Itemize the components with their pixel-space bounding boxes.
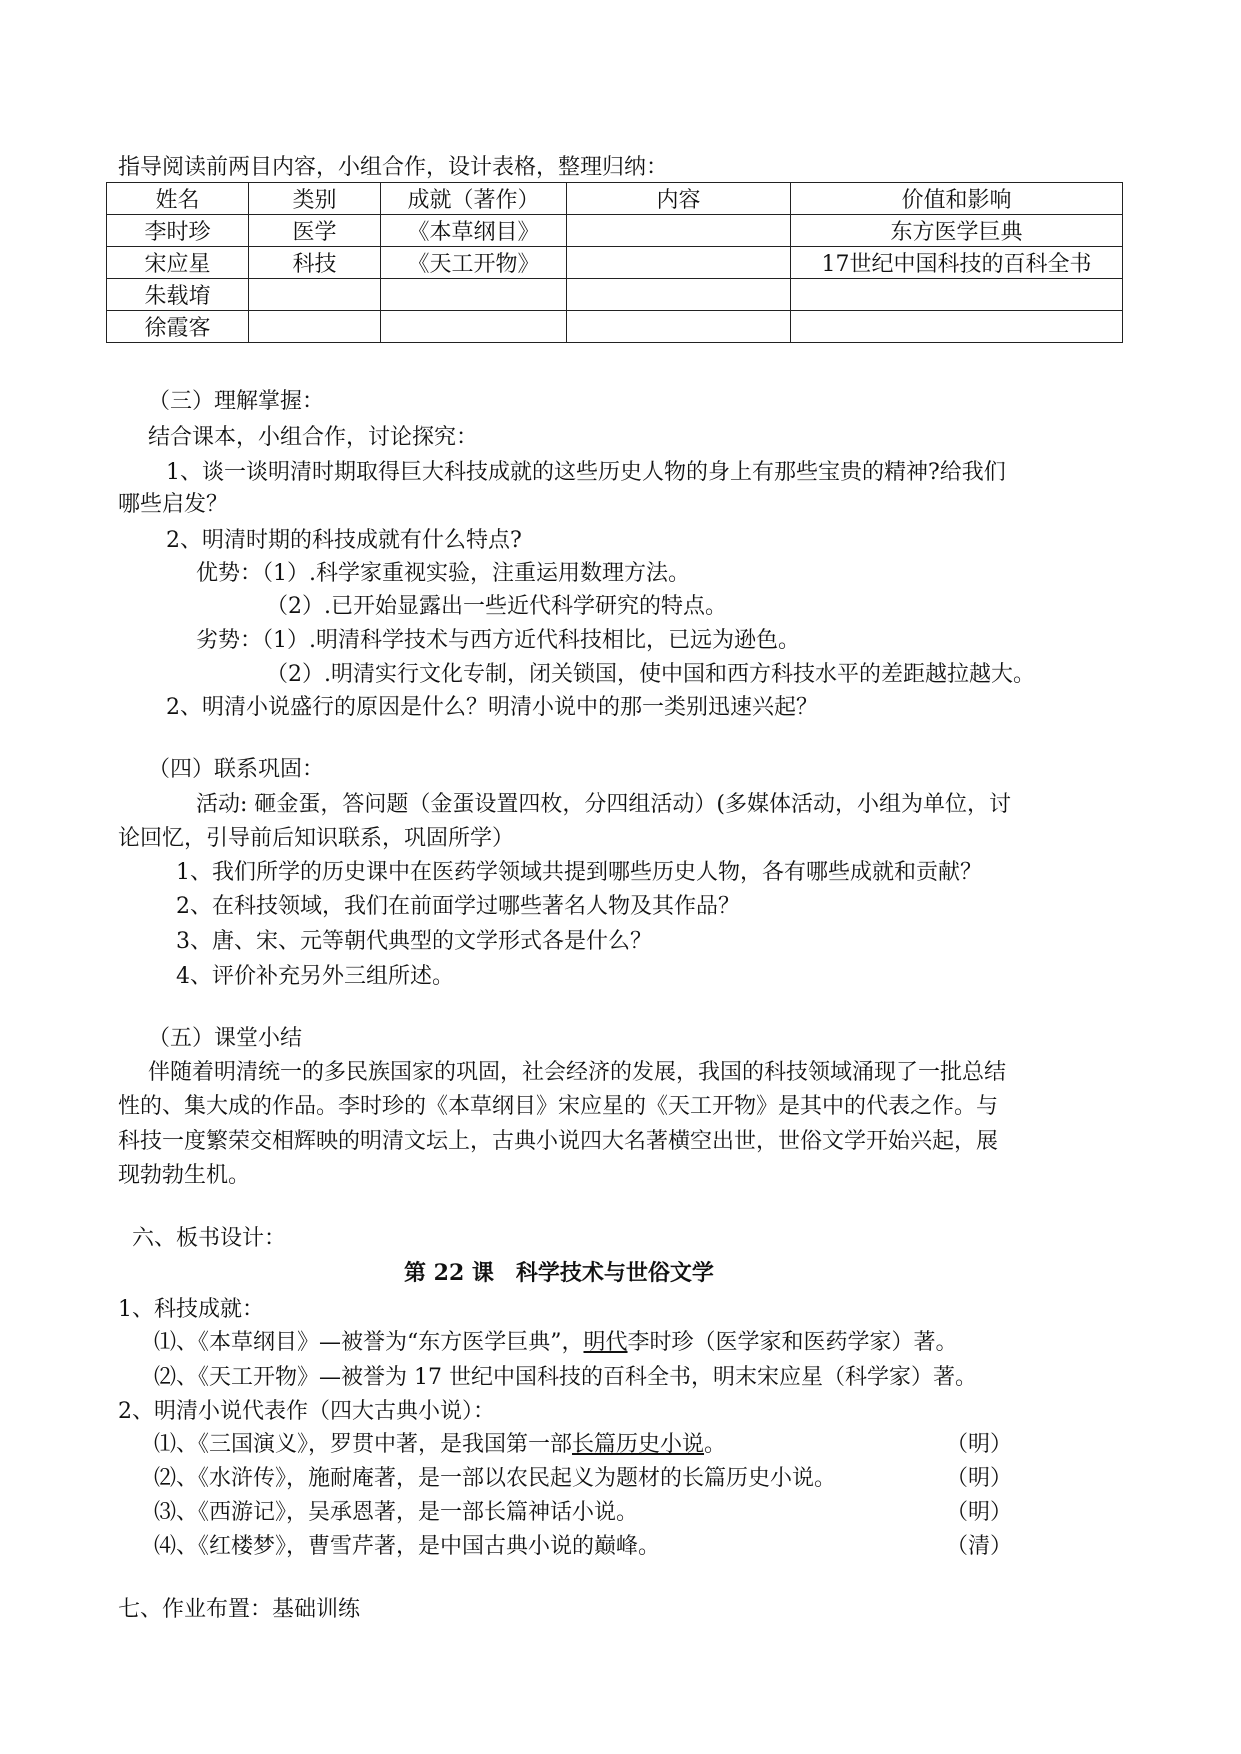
section-5-heading: （五）课堂小结 bbox=[148, 1026, 303, 1051]
advantage-1: 优势：（1）.科学家重视实验，注重运用数理方法。 bbox=[196, 561, 690, 586]
table-row bbox=[107, 311, 1123, 343]
table-cell: 17世纪中国科技的百科全书 bbox=[791, 247, 1123, 279]
table-header: 成就（著作） bbox=[381, 183, 567, 215]
table-cell bbox=[249, 279, 381, 311]
section-6-heading: 六、板书设计： bbox=[132, 1226, 287, 1251]
underlined-text: 明代 bbox=[583, 1330, 628, 1355]
novel-4-dynasty: （清） bbox=[946, 1534, 1013, 1559]
novel-2-dynasty: （明） bbox=[946, 1466, 1013, 1491]
board-item-2: 2、明清小说代表作（四大古典小说）： bbox=[118, 1399, 495, 1424]
table-cell bbox=[791, 279, 1123, 311]
table-cell bbox=[567, 311, 791, 343]
board-title: 第 22 课 科学技术与世俗文学 bbox=[404, 1260, 714, 1286]
table-cell: 朱载堉 bbox=[107, 279, 249, 311]
section-7-heading: 七、作业布置：基础训练 bbox=[118, 1597, 361, 1622]
table-cell: 科技 bbox=[249, 247, 381, 279]
table-cell: 东方医学巨典 bbox=[791, 215, 1123, 247]
review-question-2: 2、在科技领域，我们在前面学过哪些著名人物及其作品？ bbox=[176, 894, 740, 919]
table-header: 类别 bbox=[249, 183, 381, 215]
question-2: 2、明清时期的科技成就有什么特点? bbox=[166, 528, 522, 553]
table-header: 姓名 bbox=[107, 183, 249, 215]
table-cell: 宋应星 bbox=[107, 247, 249, 279]
disadvantage-1: 劣势：（1）.明清科学技术与西方近代科技相比，已远为逊色。 bbox=[196, 628, 800, 653]
novel-3-dynasty: （明） bbox=[946, 1500, 1013, 1525]
summary-line-4: 现勃勃生机。 bbox=[118, 1163, 251, 1188]
board-item-1b: ⑵、《天工开物》—被誉为 17 世纪中国科技的百科全书，明末宋应星（科学家）著。 bbox=[154, 1365, 977, 1390]
section-3-heading: （三）理解掌握： bbox=[148, 389, 325, 414]
advantage-2: （2）.已开始显露出一些近代科学研究的特点。 bbox=[266, 594, 727, 619]
table-cell bbox=[567, 215, 791, 247]
summary-line-3: 科技一度繁荣交相辉映的明清文坛上，古典小说四大名著横空出世，世俗文学开始兴起，展 bbox=[118, 1129, 999, 1154]
novel-2: ⑵、《水浒传》，施耐庵著，是一部以农民起义为题材的长篇历史小说。 bbox=[154, 1466, 837, 1491]
novel-4: ⑷、《红楼梦》，曹雪芹著，是中国古典小说的巅峰。 bbox=[154, 1534, 661, 1559]
novel-1-dynasty: （明） bbox=[946, 1432, 1013, 1457]
table-header-row bbox=[107, 183, 1123, 215]
review-question-1: 1、我们所学的历史课中在医药学领域共提到哪些历史人物，各有哪些成就和贡献？ bbox=[176, 860, 982, 885]
summary-table bbox=[106, 182, 1123, 343]
table-cell: 李时珍 bbox=[107, 215, 249, 247]
table-row bbox=[107, 215, 1123, 247]
summary-line-1: 伴随着明清统一的多民族国家的巩固，社会经济的发展，我国的科技领域涌现了一批总结 bbox=[148, 1060, 1007, 1085]
table-cell bbox=[249, 311, 381, 343]
table-cell: 医学 bbox=[249, 215, 381, 247]
section-4-heading: （四）联系巩固： bbox=[148, 757, 325, 782]
question-3: 2、明清小说盛行的原因是什么？明清小说中的那一类别迅速兴起？ bbox=[166, 695, 818, 720]
table-cell: 《本草纲目》 bbox=[381, 215, 567, 247]
intro-text: 指导阅读前两目内容，小组合作，设计表格，整理归纳： bbox=[118, 155, 669, 180]
summary-line-2: 性的、集大成的作品。李时珍的《本草纲目》宋应星的《天工开物》是其中的代表之作。与 bbox=[118, 1094, 999, 1119]
table-row bbox=[107, 247, 1123, 279]
review-question-4: 4、评价补充另外三组所述。 bbox=[176, 964, 454, 989]
activity-line-1: 活动: 砸金蛋，答问题（金蛋设置四枚，分四组活动）(多媒体活动，小组为单位，讨 bbox=[196, 792, 1011, 817]
table-row bbox=[107, 279, 1123, 311]
table-cell: 《天工开物》 bbox=[381, 247, 567, 279]
board-item-1a: ⑴、《本草纲目》—被誉为“东方医学巨典”，明代李时珍（医学家和医药学家）著。 bbox=[154, 1330, 958, 1355]
novel-3: ⑶、《西游记》，吴承恩著，是一部长篇神话小说。 bbox=[154, 1500, 639, 1525]
table-header: 价值和影响 bbox=[791, 183, 1123, 215]
disadvantage-2: （2）.明清实行文化专制，闭关锁国，使中国和西方科技水平的差距越拉越大。 bbox=[266, 662, 1035, 687]
activity-line-2: 论回忆，引导前后知识联系，巩固所学） bbox=[118, 826, 515, 851]
table-cell bbox=[381, 279, 567, 311]
table-cell bbox=[567, 247, 791, 279]
table-cell: 徐霞客 bbox=[107, 311, 249, 343]
question-1-line-1: 1、谈一谈明清时期取得巨大科技成就的这些历史人物的身上有那些宝贵的精神?给我们 bbox=[166, 460, 1006, 485]
table-header: 内容 bbox=[567, 183, 791, 215]
novel-1: ⑴、《三国演义》，罗贯中著，是我国第一部长篇历史小说。 bbox=[154, 1432, 727, 1457]
table-cell bbox=[791, 311, 1123, 343]
review-question-3: 3、唐、宋、元等朝代典型的文学形式各是什么？ bbox=[176, 929, 652, 954]
table-cell bbox=[381, 311, 567, 343]
board-item-1: 1、科技成就： bbox=[118, 1297, 264, 1322]
underlined-text: 长篇历史小说 bbox=[572, 1432, 705, 1457]
question-1-line-2: 哪些启发？ bbox=[118, 492, 229, 517]
section-3-lead: 结合课本，小组合作，讨论探究： bbox=[148, 425, 479, 450]
table-cell bbox=[567, 279, 791, 311]
